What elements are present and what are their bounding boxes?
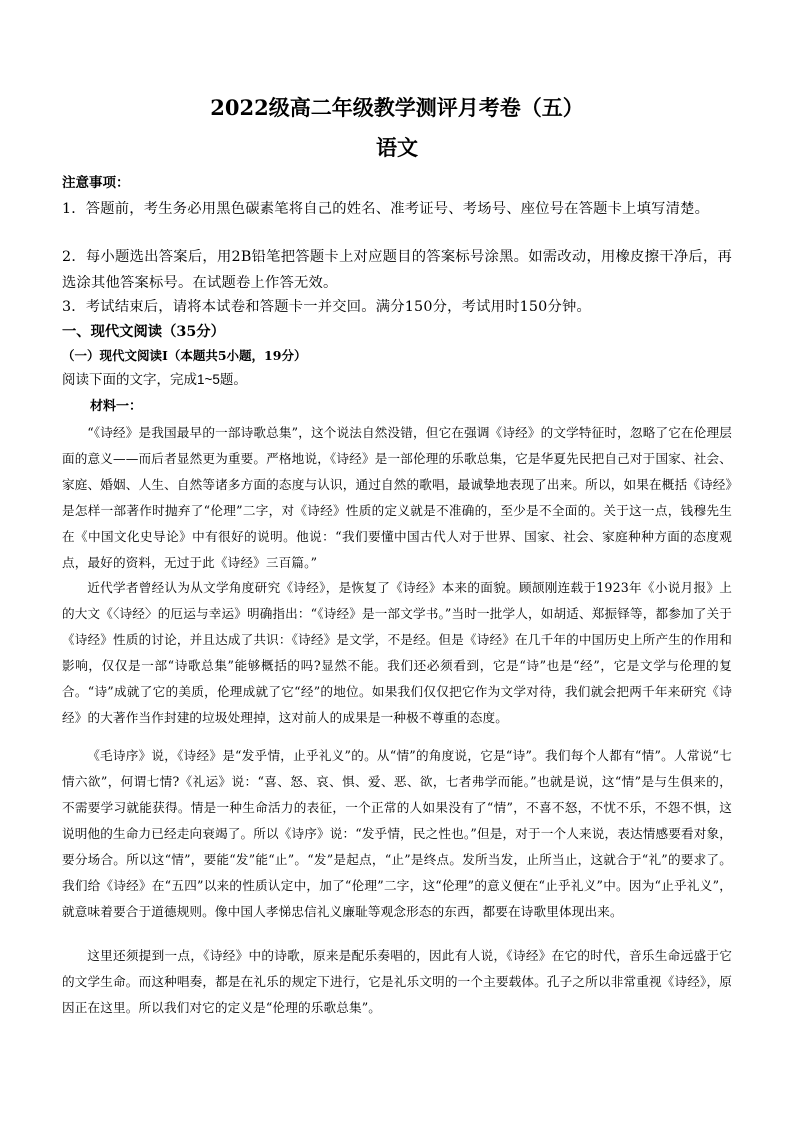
subject-title: 语文 — [376, 135, 418, 160]
material-paragraph-1: “《诗经》是我国最早的一部诗歌总集”，这个说法自然没错，但它在强调《诗经》的文学特征时，忽略了它在伦理层面的意义——而后者显然更为重要。严格地说，《诗经》是一部伦理的乐歌总集，它是华夏先民把自己对于国家、社会、家庭、婚姻、人生、自然等诸多方面的态度与认识，通过自然的歌唱，最诚挚地表现了出来。所以，如果在概括《诗经》是怎样一部著作时抛弃了“伦理”二字，对《诗经》性质的定义就是不准确的，至少是不全面的。关于这一点，钱穆先生在《中国文化史导论》中有很好的说明。他说：“我们要懂中国古代人对于世界、国家、社会、家庭种种方面的态度观点，最好的资料，无过于此《诗经》三百篇。” — [62, 425, 732, 570]
section-heading: 一、现代文阅读（35分） — [62, 324, 225, 340]
exam-title: 2022级高二年级教学测评月考卷（五） — [210, 95, 584, 120]
material-paragraph-3: 《毛诗序》说，《诗经》是“发乎情，止乎礼义”的。从“情”的角度说，它是“诗”。我们每个人都有“情”。人常说“七情六欲”，何谓七情?《礼运》说：“喜、怒、哀、惧、爱、恶、欲，七者弗学而能。”也就是说，这“情”是与生俱来的，不需要学习就能获得。情是一种生命活力的表征，一个正常的人如果没有了“情”，不喜不怒，不忧不乐，不怨不惧，这说明他的生命力已经走向衰竭了。所以《诗序》说：“发乎情，民之性也。”但是，对于一个人来说，表达情感要看对象，要分场合。所以这“情”，要能“发”能“止”。“发”是起点，“止”是终点。发所当发，止所当止，这就合于“礼”的要求了。我们给《诗经》在“五四”以来的性质认定中，加了“伦理”二字，这“伦理”的意义便在“止乎礼义”中。因为“止乎礼义”，就意味着要合于道德规则。像中国人孝悌忠信礼义廉耻等观念形态的东西，都要在诗歌里体现出来。 — [62, 748, 732, 919]
notice-item-3: 3．考试结束后，请将本试卷和答题卡一并交回。满分150分，考试用时150分钟。 — [62, 299, 591, 315]
reading-instruction: 阅读下面的文字，完成1~5题。 — [62, 372, 247, 387]
material-label: 材料一： — [90, 399, 143, 414]
material-paragraph-4: 这里还须提到一点，《诗经》中的诗歌，原来是配乐奏唱的，因此有人说，《诗经》在它的时代，音乐生命远盛于它的文学生命。而这种唱奏，都是在礼乐的规定下进行，它是礼乐文明的一个主要载体。孔子之所以非常重视《诗经》，原因正在这里。所以我们对它的定义是“伦理的乐歌总集”。 — [62, 948, 732, 1015]
material-paragraph-2: 近代学者曾经认为从文学角度研究《诗经》，是恢复了《诗经》本来的面貌。顾颉刚连载于1923年《小说月报》上的大文《〈诗经〉的厄运与幸运》明确指出：“《诗经》是一部文学书。”当时一批学人，如胡适、郑振铎等，都参加了关于《诗经》性质的讨论，并且达成了共识：《诗经》是文学，不是经。但是《诗经》在几千年的中国历史上所产生的作用和影响，仅仅是一部“诗歌总集”能够概括的吗?显然不能。我们还必须看到，它是“诗”也是“经”，它是文学与伦理的复合。“诗”成就了它的美质，伦理成就了它“经”的地位。如果我们仅仅把它作为文学对待，我们就会把两千年来研究《诗经》的大著作当作封建的垃圾处理掉，这对前人的成果是一种极不尊重的态度。 — [62, 580, 732, 725]
notice-item-2: 2．每小题选出答案后，用2B铅笔把答题卡上对应题目的答案标号涂黑。如需改动，用橡皮擦干净后，再选涂其他答案标号。在试题卷上作答无效。 — [62, 249, 732, 291]
subsection-heading: （一）现代文阅读Ⅰ（本题共5小题，19分） — [62, 348, 307, 363]
notice-heading: 注意事项： — [62, 175, 130, 191]
notice-item-1: 1．答题前，考生务必用黑色碳素笔将自己的姓名、准考证号、考场号、座位号在答题卡上填写清楚。 — [62, 201, 710, 217]
